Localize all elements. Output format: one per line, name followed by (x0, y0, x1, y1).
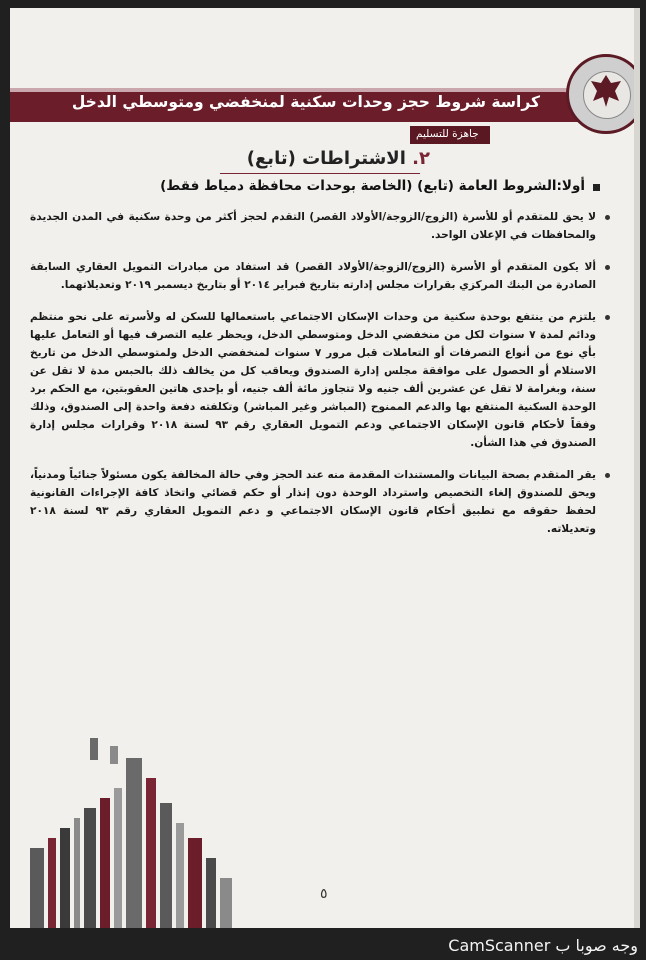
condition-paragraph: يقر المتقدم بصحة البيانات والمستندات المقدمة منه عند الحجز وفي حالة المخالفة يكون مسئولاً جنائياً ومدنياً، ويحق للصندوق إلغاء التخصيص واسترداد الوحدة دون إنذار أو حكم قضائي واتخاذ كافة الإجراءات القانونية لحفظ حقوقه مع تطبيق أحكام قانون الإسكان الاجتماعي و دعم التمويل العقاري رقم ٩٣ لسنة ٢٠١٨ وتعديلاته. (30, 466, 610, 538)
title-underline (220, 173, 420, 174)
document-page (10, 8, 640, 928)
condition-paragraph: ألا يكون المتقدم أو الأسرة (الزوج/الزوجة/الأولاد القصر) قد استفاد من مبادرات التمويل العقاري السابقة الصادرة من البنك المركزي بقرارات مجلس إدارته بتاريخ فبراير ٢٠١٤ أو بتاريخ ديسمبر ٢٠١٩ وتعديلاتهما. (30, 258, 610, 294)
ministry-logo (566, 54, 640, 134)
camscanner-watermark: وجه صوبا ب CamScanner (448, 936, 638, 955)
square-bullet-icon (593, 184, 600, 191)
conditions-list (30, 208, 610, 552)
document-title: كراسة شروط حجز وحدات سكنية لمنخفضي ومتوسطي الدخل (71, 93, 540, 111)
section-title (247, 148, 430, 169)
section-number: ٢. (412, 148, 430, 169)
eagle-emblem-icon (585, 69, 627, 120)
document-subtitle: جاهزة للتسليم (416, 128, 479, 140)
condition-paragraph: لا يحق للمتقدم أو للأسرة (الزوج/الزوجة/الأولاد القصر) التقدم لحجز أكثر من وحدة سكنية في المدن الجديدة والمحافظات في الإعلان الواحد. (30, 208, 610, 244)
building-illustration (10, 728, 310, 928)
page-number: ٥ (320, 886, 328, 902)
section-heading: أولا:الشروط العامة (تابع) (الخاصة بوحدات محافظة دمياط فقط) (160, 178, 585, 194)
page-edge (634, 8, 640, 928)
section-title-text: الاشتراطات (تابع) (246, 148, 406, 169)
condition-paragraph: يلتزم من ينتفع بوحدة سكنية من وحدات الإسكان الاجتماعي باستعمالها للسكن له ولأسرته على نحو منتظم ودائم لمدة ٧ سنوات لكل من منخفضي الدخل ومتوسطي الدخل، ويحظر عليه التصرف فيها أو التعامل عليها بأي نوع من أنواع التصرفات أو التعاملات قبل مرور ٧ سنوات لمنخفضي الدخل ولمتوسطي الدخل من تاريخ الاستلام أو الحصول على موافقة مجلس إدارة الصندوق ويعاقب كل من يخالف ذلك بالحبس مدة لا تقل عن سنة، وبغرامة لا تقل عن عشرين ألف جنيه ولا تتجاوز مائة ألف جنيه، أو بإحدى هاتين العقوبتين، مع الحكم برد الوحدة السكنية المنتفع بها والدعم الممنوح (المباشر وغير المباشر) وتكلفته دفعة واحدة إلى الصندوق، وذلك وفقاً لأحكام قانون الإسكان الاجتماعي ودعم التمويل العقاري رقم ٩٣ لسنة ٢٠١٨ وقرارات مجلس إدارة الصندوق في هذا الشأن. (30, 308, 610, 452)
